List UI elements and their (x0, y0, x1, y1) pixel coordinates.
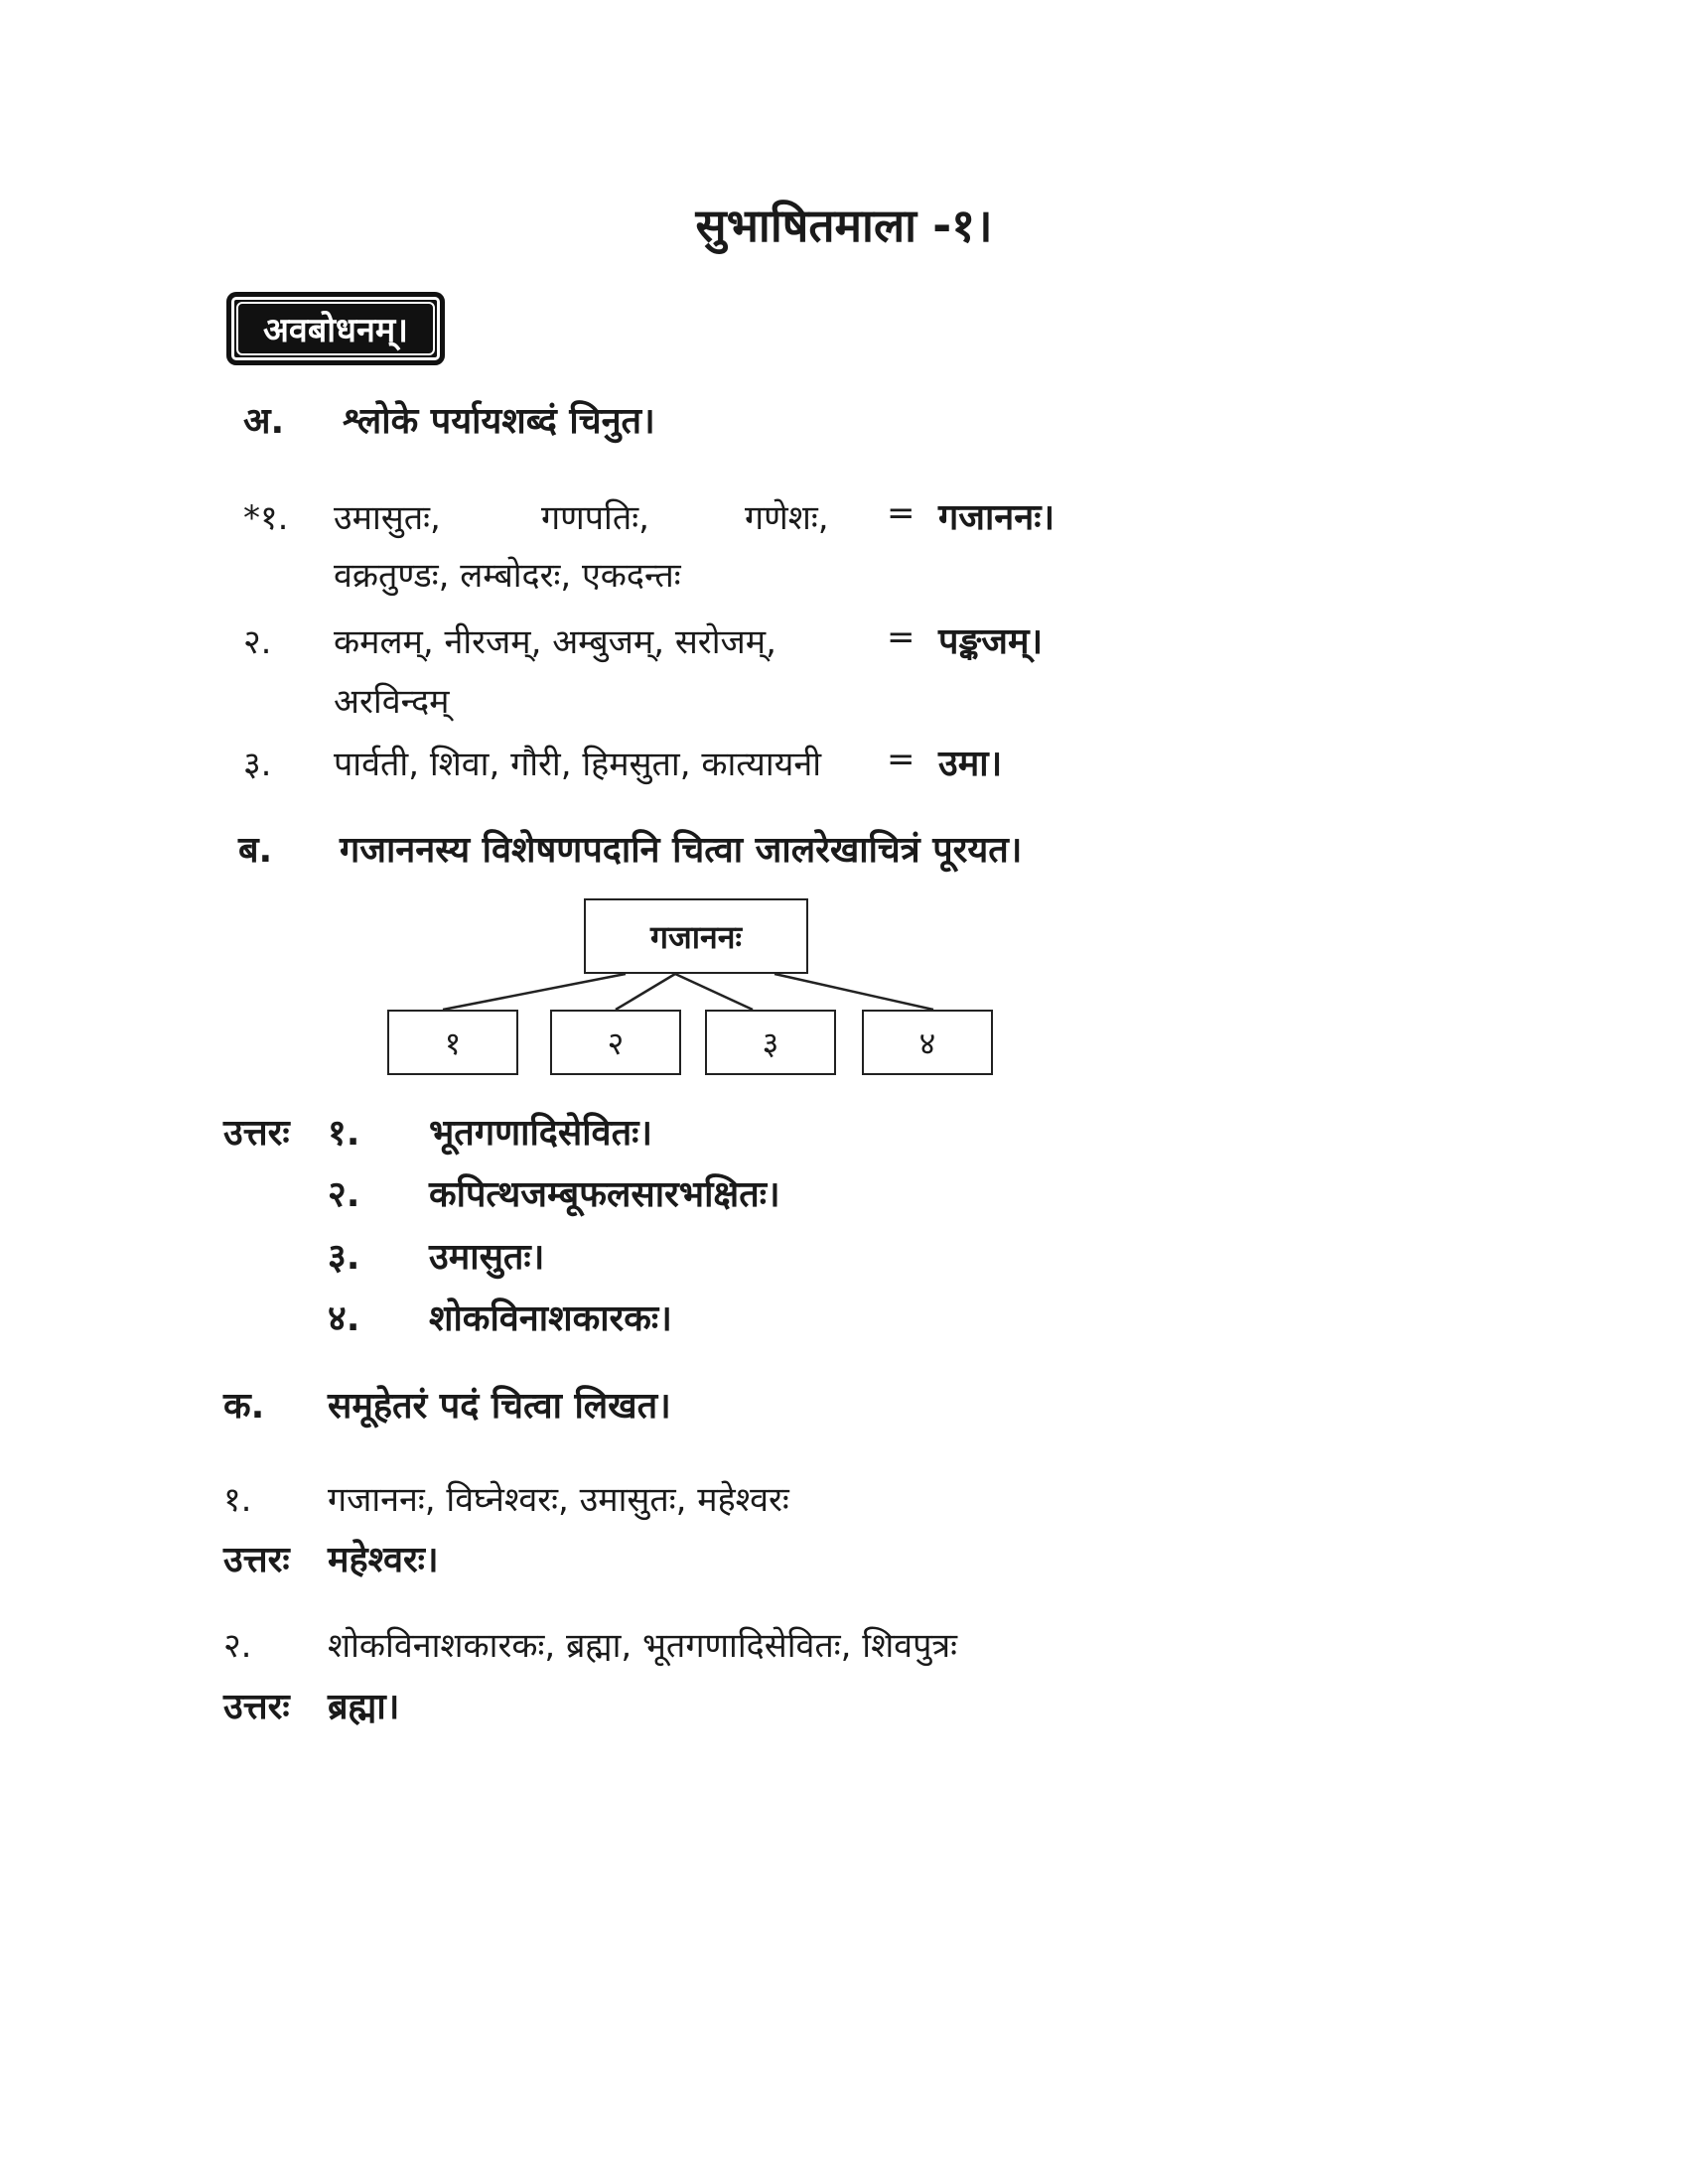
question-b-marker: ब. (238, 830, 273, 871)
synonym-item-3-answer: उमा। (938, 744, 1003, 784)
tree-answer-4-number: ४. (328, 1298, 360, 1339)
odd-item-1-answer-label: उत्तरः (223, 1540, 290, 1580)
question-b-text: गजाननस्य विशेषणपदानि चित्वा जालरेखाचित्रं पूरयत। (340, 830, 1023, 871)
question-c-marker: क. (223, 1386, 265, 1427)
odd-item-1-number: १. (223, 1480, 252, 1520)
odd-item-1-answer: महेश्वरः। (328, 1540, 439, 1580)
odd-item-1-text: गजाननः, विघ्नेश्वरः, उमासुतः, महेश्वरः (328, 1480, 789, 1520)
tree-answer-3-text: उमासुतः। (429, 1237, 545, 1278)
tree-answer-label: उत्तरः (223, 1113, 290, 1154)
synonym-item-2-line-1: कमलम्, नीरजम्, अम्बुजम्, सरोजम्, (334, 622, 776, 662)
tree-diagram (377, 898, 1023, 1087)
synonym-item-1-number: *१. (243, 498, 289, 538)
tree-answer-3-number: ३. (328, 1237, 360, 1278)
tree-root-node: गजाननः (584, 898, 808, 974)
page-title (0, 194, 1688, 255)
question-a-marker: अ. (243, 401, 285, 442)
connector-line-2 (616, 974, 675, 1010)
synonym-item-3-number: ३. (243, 745, 272, 784)
odd-item-2-number: २. (223, 1626, 252, 1666)
synonym-item-2-line-2: अरविन्दम् (334, 682, 450, 722)
connector-line-1 (443, 974, 626, 1010)
synonym-item-3-equals: = (887, 740, 915, 779)
tree-leaf-node-1: १ (387, 1010, 518, 1075)
synonym-item-1-line-2: वक्रतुण्डः, लम्बोदरः, एकदन्तः (334, 556, 681, 596)
connector-line-4 (774, 974, 933, 1010)
section-tag-label: अवबोधनम्। (262, 311, 409, 350)
tree-answer-1-text: भूतगणादिसेवितः। (429, 1113, 653, 1154)
connector-line-3 (675, 974, 753, 1010)
tree-leaf-node-2: २ (550, 1010, 681, 1075)
page-title-text: सुभाषितमाला -१। (695, 199, 993, 252)
tree-answer-4-text: शोकविनाशकारकः। (429, 1298, 672, 1339)
synonym-item-2-answer: पङ्कजम्। (938, 621, 1044, 662)
odd-item-2-text: शोकविनाशकारकः, ब्रह्मा, भूतगणादिसेवितः, शिवपुत्रः (328, 1626, 958, 1666)
question-a-text: श्लोके पर्यायशब्दं चिनुत। (343, 401, 655, 442)
odd-item-2-answer: ब्रह्मा। (328, 1687, 400, 1727)
tree-answer-1-number: १. (328, 1113, 360, 1154)
synonym-item-1-equals: = (887, 493, 915, 533)
synonym-item-1-word-3: गणेशः, (745, 498, 829, 538)
tree-answer-2-number: २. (328, 1174, 360, 1215)
question-c-text: समूहेतरं पदं चित्वा लिखत। (328, 1386, 671, 1427)
tree-leaf-node-3: ३ (705, 1010, 836, 1075)
synonym-item-2-number: २. (243, 622, 272, 662)
tree-answer-2-text: कपित्थजम्बूफलसारभक्षितः। (429, 1174, 780, 1215)
synonym-item-1-word-2: गणपतिः, (541, 498, 649, 538)
section-tag (226, 292, 445, 365)
synonym-item-3-line-1: पार्वती, शिवा, गौरी, हिमसुता, कात्यायनी (334, 745, 822, 784)
odd-item-2-answer-label: उत्तरः (223, 1687, 290, 1727)
synonym-item-1-word-1: उमासुतः, (334, 498, 441, 538)
synonym-item-2-equals: = (887, 617, 915, 657)
tree-leaf-node-4: ४ (862, 1010, 993, 1075)
synonym-item-1-answer: गजाननः। (938, 497, 1055, 538)
